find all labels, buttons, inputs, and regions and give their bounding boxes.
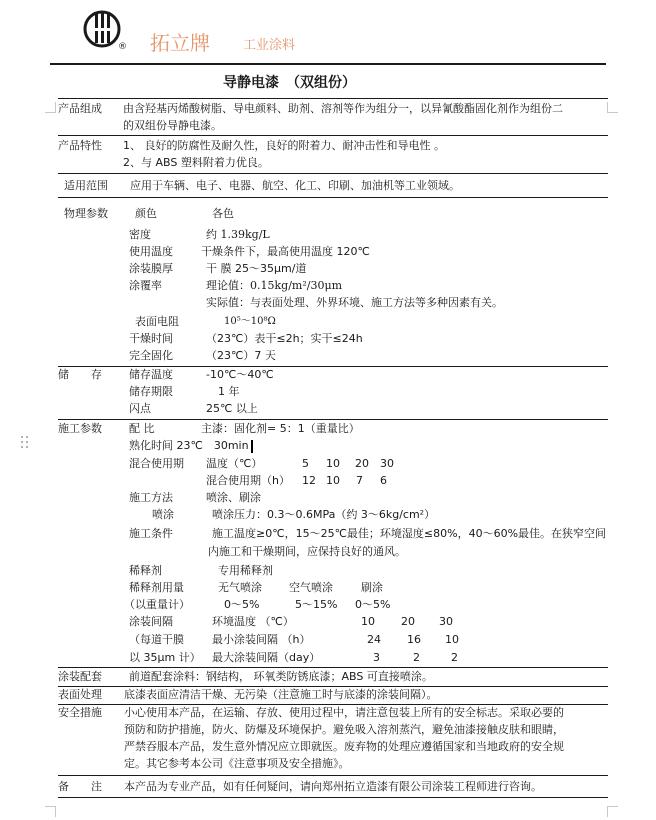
film-thickness-value: 干 膜 25～35μm/道 (206, 262, 307, 275)
surface-resistance-value: 10⁵～10⁸Ω (224, 316, 276, 327)
dry-time-key: 干燥时间 (129, 332, 173, 345)
surface-label: 表面处理 (58, 688, 102, 701)
safety-line4: 定。其它参考本公司《注意事项及安全措施》。 (124, 757, 350, 770)
dilution-air: 空气喷涂 (289, 581, 333, 594)
composition-line1: 由含羟基丙烯酸树脂、导电颜料、助剂、溶剂等作为组分一，以异氰酸酯固化剂作为组份二 (123, 102, 563, 115)
scope-label: 适用范围 (64, 179, 108, 192)
pot-life-value: 10 (326, 474, 340, 487)
section-rule (58, 797, 608, 798)
registered-mark: ® (118, 42, 127, 52)
dilution-key: 稀释剂用量 (129, 581, 184, 594)
full-cure-value: （23℃）7 天 (206, 349, 276, 362)
density-key: 密度 (129, 228, 151, 241)
margin-mark-bottom-right (607, 806, 618, 817)
per-film-note: （每道干膜 (129, 633, 184, 646)
safety-line2: 预防和防护措施，防火、防爆及环境保护。避免吸入溶剂蒸汽，避免油漆接触皮肤和眼睛， (124, 723, 564, 736)
application-label: 施工参数 (58, 422, 102, 435)
coverage-theory: 理论值：0.15kg/m²/30μm (206, 279, 343, 292)
pot-life-value: 7 (356, 474, 363, 487)
density-value: 约 1.39kg/L (206, 228, 270, 241)
matching-text: 前道配套涂料：钢结构， 环氧类防锈底漆；ABS 可直接喷涂。 (129, 670, 433, 683)
storage-temp-key: 储存温度 (129, 368, 173, 381)
section-rule (58, 704, 608, 705)
pot-life-value: 6 (380, 474, 387, 487)
margin-mark-top-right (607, 102, 618, 113)
mix-ratio-key: 配 比 (129, 422, 155, 435)
section-rule (58, 135, 608, 136)
section-rule (58, 173, 608, 174)
max-interval-value: 2 (451, 651, 458, 664)
flash-point-key: 闪点 (129, 402, 151, 415)
pot-temp-value: 20 (355, 457, 369, 470)
section-rule (58, 686, 608, 687)
features-line1: 1、 良好的防腐性及耐久性，良好的附着力、耐冲击性和导电性 。 (123, 139, 445, 152)
dilution-brush-value: 0～5% (355, 598, 391, 611)
interval-key: 涂装间隔 (129, 615, 173, 628)
margin-mark-bottom-left (45, 806, 56, 817)
film-thickness-key: 涂装膜厚 (129, 262, 173, 275)
composition-line2: 的双组份导静电漆。 (123, 119, 222, 132)
dilution-sub: （以重量计） (124, 598, 190, 611)
storage-period-value: 1 年 (218, 385, 240, 398)
interval-temp-value: 30 (439, 615, 453, 628)
section-rule (58, 775, 608, 776)
pot-life-hours-key: 混合使用期（h） (206, 474, 290, 487)
text-caret (251, 440, 253, 453)
brand-subtitle: 工业涂料 (243, 38, 296, 53)
full-cure-key: 完全固化 (129, 349, 173, 362)
interval-temp-value: 20 (401, 615, 415, 628)
dilution-air-value: 5～15% (295, 598, 338, 611)
dilution-brush: 刷涂 (361, 581, 383, 594)
interval-temp-key: 环境温度 （℃） (212, 615, 294, 628)
safety-line3: 严禁吞服本产品，发生意外情况应立即就医。废弃物的处理应遵循国家和当地政府的安全规 (124, 740, 564, 753)
min-interval-value: 24 (367, 633, 381, 646)
surface-resistance-key: 表面电阻 (135, 315, 179, 328)
pot-life-value: 12 (302, 474, 316, 487)
max-interval-value: 3 (373, 651, 380, 664)
brand-name: 拓立牌 (150, 31, 210, 55)
storage-label: 储 存 (58, 368, 102, 381)
aging-time (129, 439, 253, 453)
dilution-airless: 无气喷涂 (218, 581, 262, 594)
drag-handle-icon[interactable] (21, 436, 29, 450)
conditions-key: 施工条件 (129, 527, 173, 540)
physical-label: 物理参数 (64, 207, 108, 220)
notes-text: 本产品为专业产品，如有任何疑问，请向郑州拓立造漆有限公司涂装工程师进行咨询。 (124, 780, 542, 793)
pot-temp-key: 温度（℃） (206, 457, 263, 470)
flash-point-value: 25℃ 以上 (206, 402, 258, 415)
conditions-line1: 施工温度≥0℃，15～25℃最佳；环境湿度≤80%，40～60%最佳。在狭窄空间 (212, 527, 607, 540)
max-interval-value: 2 (413, 651, 420, 664)
min-interval-key: 最小涂装间隔 （h） (212, 633, 311, 646)
dilution-airless-value: 0～5% (224, 598, 260, 611)
header-divider (50, 63, 606, 65)
pot-temp-value: 5 (302, 457, 309, 470)
coverage-actual: 实际值：与表面处理、外界环境、施工方法等多种因素有关。 (206, 296, 503, 309)
method-key: 施工方法 (129, 491, 173, 504)
mix-ratio-value: 主漆：固化剂= 5：1（重量比） (201, 422, 360, 435)
color-key: 颜色 (135, 207, 157, 220)
max-interval-key: 最大涂装间隔（day） (212, 651, 321, 664)
section-rule (58, 667, 608, 668)
composition-label: 产品组成 (58, 102, 102, 115)
features-line2: 2、与 ABS 塑料附着力优良。 (123, 156, 269, 169)
pot-life-key: 混合使用期 (129, 457, 184, 470)
dry-time-value: （23℃）表干≤2h；实干≤24h (206, 332, 363, 345)
use-temp-key: 使用温度 (129, 245, 173, 258)
pot-temp-value: 10 (326, 457, 340, 470)
aging-time-text: 熟化时间 23℃ 30min (129, 439, 249, 452)
surface-text: 底漆表面应清洁干燥、无污染（注意施工时与底漆的涂装间隔）。 (124, 688, 438, 701)
title-rule (58, 98, 608, 99)
spray-key: 喷涂 (152, 508, 174, 521)
safety-line1: 小心使用本产品，在运输、存放、使用过程中，请注意包装上所有的安全标志。采取必要的 (124, 706, 564, 719)
storage-temp-value: -10℃～40℃ (206, 368, 274, 381)
section-rule (58, 366, 608, 367)
section-rule (58, 419, 608, 420)
thinner-value: 专用稀释剂 (218, 564, 273, 577)
margin-mark-top-left (45, 102, 56, 113)
pot-temp-value: 30 (380, 457, 394, 470)
min-interval-value: 16 (407, 633, 421, 646)
thinner-key: 稀释剂 (129, 564, 162, 577)
document-title: 导静电漆 （双组份） (223, 75, 356, 91)
spray-value: 喷涂压力：0.3～0.6MPa（约 3～6kg/cm²） (212, 508, 436, 521)
storage-period-key: 储存期限 (129, 385, 173, 398)
method-value: 喷涂、刷涂 (206, 491, 261, 504)
matching-label: 涂装配套 (58, 670, 102, 683)
notes-label: 备 注 (58, 780, 102, 793)
per-film-note2: 以 35μm 计） (129, 651, 201, 664)
min-interval-value: 10 (445, 633, 459, 646)
color-value: 各色 (212, 207, 234, 220)
section-rule (58, 197, 608, 198)
use-temp-value: 干燥条件下，最高使用温度 120℃ (201, 245, 370, 258)
safety-label: 安全措施 (58, 706, 102, 719)
interval-temp-value: 10 (361, 615, 375, 628)
conditions-line2: 内施工和干燥期间，应保持良好的通风。 (208, 545, 406, 558)
scope-text: 应用于车辆、电子、电器、航空、化工、印刷、加油机等工业领域。 (130, 179, 460, 192)
coverage-key: 涂覆率 (129, 279, 162, 292)
features-label: 产品特性 (58, 139, 102, 152)
